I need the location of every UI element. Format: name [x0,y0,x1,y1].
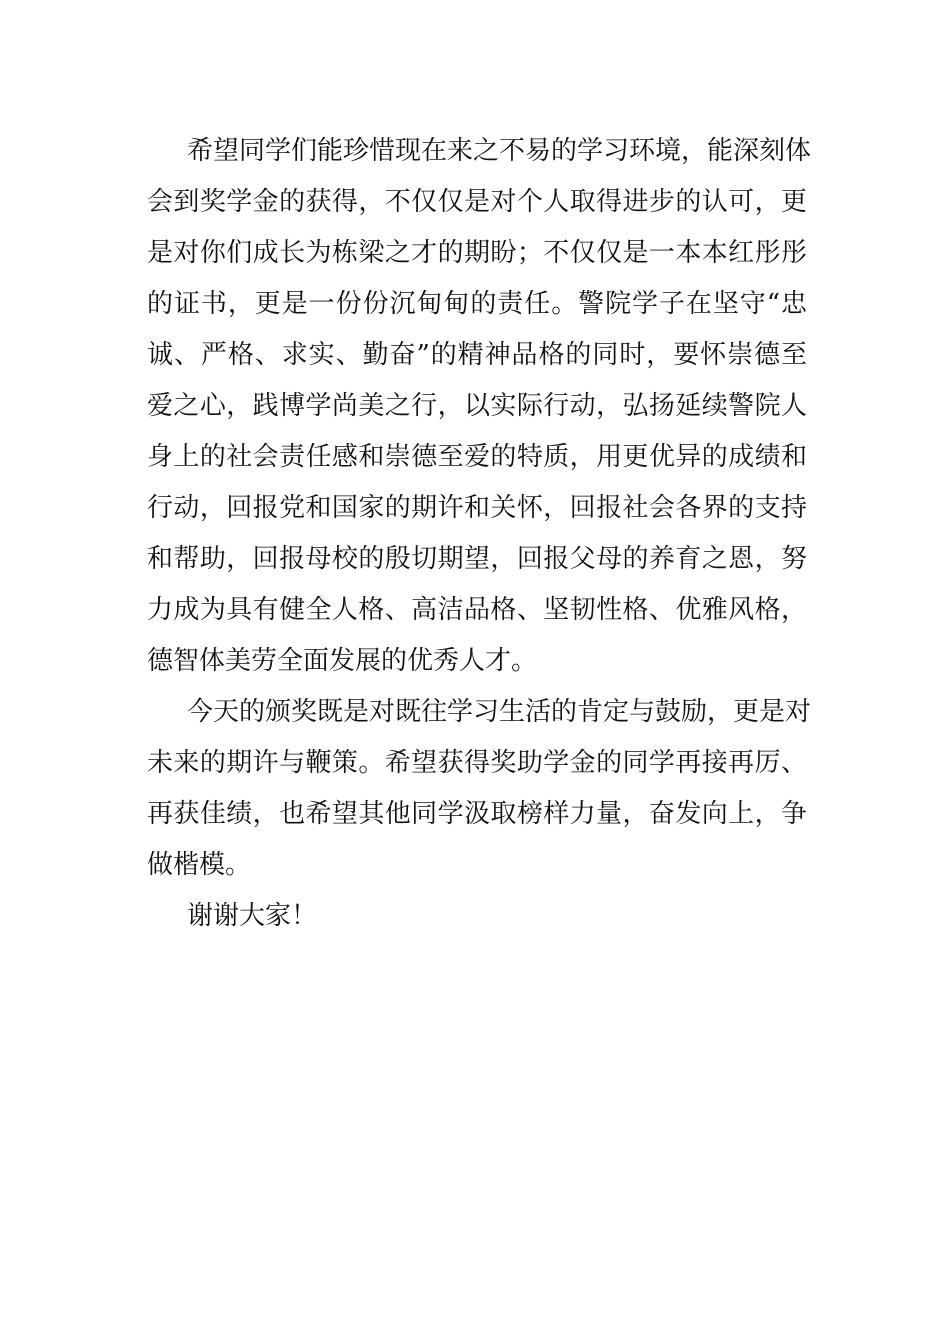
closing-paragraph [147,891,807,942]
paragraph-line: 希望同学们能珍惜现在来之不易的学习环境，能深刻体 [187,136,812,166]
paragraph-line: 行动，回报党和国家的期许和关怀，回报社会各界的支持 [147,493,807,523]
paragraph-line: 的证书，更是一份份沉甸甸的责任。警院学子在坚守“忠 [147,289,807,319]
paragraph-2 [147,687,812,891]
paragraph-1 [147,126,812,687]
paragraph-line: 德智体美劳全面发展的优秀人才。 [147,646,538,676]
paragraph-line: 今天的颁奖既是对既往学习生活的肯定与鼓励，更是对 [187,697,812,727]
document-body [147,126,812,942]
paragraph-line: 未来的期许与鞭策。希望获得奖助学金的同学再接再厉、 [147,748,807,778]
paragraph-line: 是对你们成长为栋梁之才的期盼；不仅仅是一本本红彤彤 [147,238,807,268]
paragraph-line: 力成为具有健全人格、高洁品格、坚韧性格、优雅风格， [147,595,807,625]
paragraph-line: 会到奖学金的获得，不仅仅是对个人取得进步的认可，更 [147,187,807,217]
paragraph-line: 身上的社会责任感和崇德至爱的特质，用更优异的成绩和 [147,442,807,472]
paragraph-line: 做楷模。 [147,850,252,880]
paragraph-line: 再获佳绩，也希望其他同学汲取榜样力量，奋发向上，争 [147,799,807,829]
closing-line: 谢谢大家！ [187,901,318,931]
paragraph-line: 和帮助，回报母校的殷切期望，回报父母的养育之恩，努 [147,544,807,574]
paragraph-line: 诚、严格、求实、勤奋”的精神品格的同时，要怀崇德至 [147,340,807,370]
paragraph-line: 爱之心，践博学尚美之行，以实际行动，弘扬延续警院人 [147,391,807,421]
